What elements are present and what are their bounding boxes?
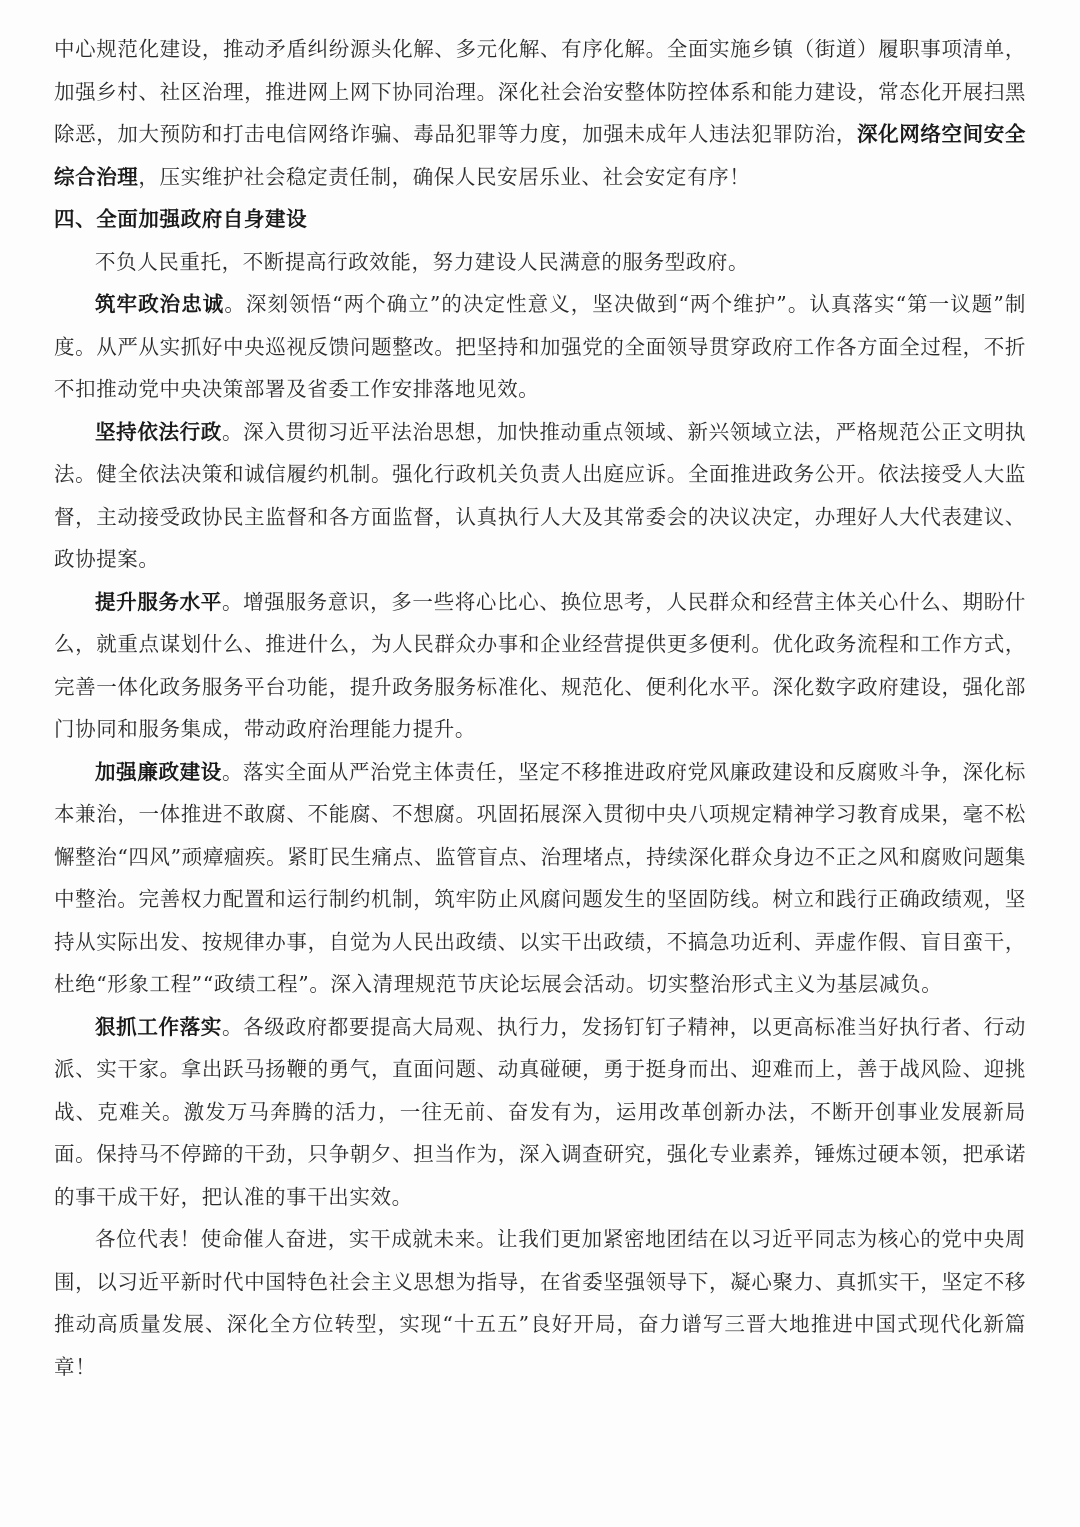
paragraph-political-loyalty — [54, 283, 1026, 411]
paragraph-rule-of-law — [54, 411, 1026, 581]
paragraph-intro: 不负人民重托，不断提高行政效能，努力建设人民满意的服务型政府。 — [95, 249, 750, 274]
paragraph-text: 。各级政府都要提高大局观、执行力，发扬钉钉子精神，以更高标准当好执行者、行动派、实干家。拿出跃马扬鞭的勇气，直面问题、动真碰硬，勇于挺身而出、迎难而上，善于战风险、迎挑战、克难关。激发万马奔腾的活力，一往无前、奋发有为，运用改革创新办法，不断开创事业发展新局面。保持马不停蹄的干劲，只争朝夕、担当作为，深入调查研究，强化专业素养，锤炼过硬本领，把承诺的事干成干好，把认准的事干出实效。 — [54, 1014, 1026, 1209]
paragraph-lead: 坚持依法行政 — [95, 419, 222, 444]
paragraph-closing: 各位代表！使命催人奋进，实干成就未来。让我们更加紧密地团结在以习近平同志为核心的党中央周围，以习近平新时代中国特色社会主义思想为指导，在省委坚强领导下，凝心聚力、真抓实干，坚定不移推动高质量发展、深化全方位转型，实现“十五五”良好开局，奋力谱写三晋大地推进中国式现代化新篇章！ — [54, 1227, 1026, 1379]
paragraph-text: 。深刻领悟“两个确立”的决定性意义，坚决做到“两个维护”。认真落实“第一议题”制度。从严从实抓好中央巡视反馈问题整改。把坚持和加强党的全面领导贯穿政府工作各方面全过程，不折不扣推动党中央决策部署及省委工作安排落地见效。 — [54, 292, 1026, 401]
paragraph-implementation — [54, 1006, 1026, 1219]
bold-phrase: 深化网络空间安全综合治理 — [54, 122, 1026, 189]
paragraph-service-level — [54, 581, 1026, 751]
paragraph-integrity — [54, 751, 1026, 1006]
section-heading: 四、全面加强政府自身建设 — [54, 207, 308, 231]
paragraph-social-governance — [54, 28, 1026, 198]
paragraph-lead: 提升服务水平 — [95, 589, 222, 614]
paragraph-text: 中心规范化建设，推动矛盾纠纷源头化解、多元化解、有序化解。全面实施乡镇（街道）履职事项清单，加强乡村、社区治理，推进网上网下协同治理。深化社会治安整体防控体系和能力建设，常态化开展扫黑除恶，加大预防和打击电信网络诈骗、毒品犯罪等力度，加强未成年人违法犯罪防治， — [54, 37, 1026, 146]
paragraph-lead: 加强廉政建设 — [95, 759, 222, 784]
paragraph-lead: 狠抓工作落实 — [95, 1014, 222, 1039]
paragraph-text: 。深入贯彻习近平法治思想，加快推动重点领域、新兴领域立法，严格规范公正文明执法。健全依法决策和诚信履约机制。强化行政机关负责人出庭应诉。全面推进政务公开。依法接受人大监督，主动接受政协民主监督和各方面监督，认真执行人大及其常委会的决议决定，办理好人大代表建议、政协提案。 — [54, 419, 1026, 571]
paragraph-text: 。落实全面从严治党主体责任，坚定不移推进政府党风廉政建设和反腐败斗争，深化标本兼治，一体推进不敢腐、不能腐、不想腐。巩固拓展深入贯彻中央八项规定精神学习教育成果，毫不松懈整治“四风”顽瘴痼疾。紧盯民生痛点、监管盲点、治理堵点，持续深化群众身边不正之风和腐败问题集中整治。完善权力配置和运行制约机制，筑牢防止风腐问题发生的坚固防线。树立和践行正确政绩观，坚持从实际出发、按规律办事，自觉为人民出政绩、以实干出政绩，不搞急功近利、弄虚作假、盲目蛮干，杜绝“形象工程”“政绩工程”。深入清理规范节庆论坛展会活动。切实整治形式主义为基层减负。 — [54, 759, 1026, 996]
paragraph-lead: 筑牢政治忠诚 — [95, 292, 225, 316]
paragraph-text: 。增强服务意识，多一些将心比心、换位思考，人民群众和经营主体关心什么、期盼什么，就重点谋划什么、推进什么，为人民群众办事和企业经营提供更多便利。优化政务流程和工作方式，完善一体化政务服务平台功能，提升政务服务标准化、规范化、便利化水平。深化数字政府建设，强化部门协同和服务集成，带动政府治理能力提升。 — [54, 589, 1026, 741]
paragraph-text: ，压实维护社会稳定责任制，确保人民安居乐业、社会安定有序！ — [138, 164, 751, 189]
